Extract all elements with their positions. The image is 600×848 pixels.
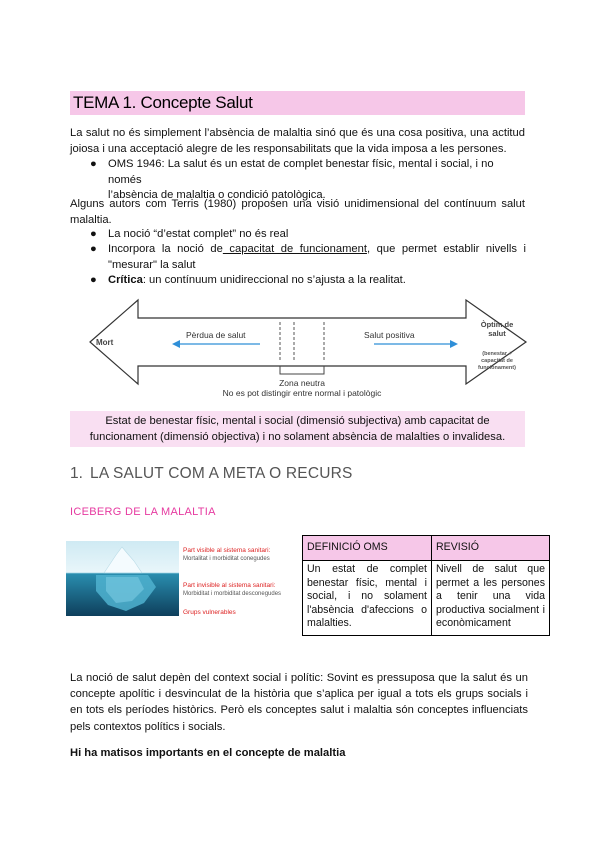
double-arrow-shape: [90, 300, 526, 384]
matisos-heading: Hi ha matisos importants en el concepte de malaltia: [70, 747, 346, 759]
oms-bullet-line-2: l’absència de malaltia o condició patològica.: [108, 189, 326, 201]
bullet-item: [90, 273, 528, 289]
bullet-icon: ●: [90, 228, 97, 240]
iceberg-heading: ICEBERG DE LA MALALTIA: [70, 506, 216, 518]
benestar-label-3: funcionament): [478, 365, 516, 371]
benestar-label-2: capacitat de: [481, 358, 513, 364]
mort-label: Mort: [96, 338, 114, 347]
critica-label: Crítica: [108, 274, 143, 286]
neutral-bracket: [280, 366, 324, 374]
oms-bullet-line-1: OMS 1946: La salut és un estat de complet benestar físic, mental i social, i no només: [108, 158, 494, 186]
iceberg-invisible-desc: Morbiditat i morbiditat desconegudes: [183, 591, 282, 597]
iceberg-visible-label: Part visible al sistema sanitari:: [183, 547, 271, 554]
table-header-oms: DEFINICIÓ OMS: [303, 536, 432, 561]
optim-label-1: Òptim de: [480, 320, 514, 329]
table-cell-revisio: Nivell de salut que permet a les persones a tenir una vida productiva socialment i econòmicament: [432, 561, 550, 636]
table-header-row: [303, 536, 550, 561]
page-title: TEMA 1. Concepte Salut: [73, 93, 253, 112]
bullet-icon: ●: [90, 243, 97, 255]
health-continuum-diagram: [88, 296, 538, 404]
capacitat-link: capacitat de funcionament: [222, 243, 367, 255]
iceberg-legend: [183, 546, 281, 617]
terris-line-2: malaltia.: [70, 213, 112, 226]
bullet-text: : un contínuum unidireccional no s’ajusta a la realitat.: [142, 274, 406, 286]
table-cell-oms: Un estat de complet benestar físic, mental i social, i no solament l'absència d'afeccions o malalties.: [303, 561, 432, 636]
perdua-label: Pèrdua de salut: [186, 330, 246, 340]
zona-neutra-desc: No es pot distingir entre normal i patològic: [222, 388, 382, 398]
section-number: 1.: [70, 465, 83, 482]
bullet-text: Incorpora la noció de: [108, 243, 223, 255]
iceberg-illustration: [66, 541, 179, 616]
salut-positiva-label: Salut positiva: [364, 330, 415, 340]
section-heading: LA SALUT COM A META O RECURS: [90, 465, 353, 482]
benestar-label-1: (benestar +: [482, 351, 512, 357]
terris-paragraph: [70, 197, 525, 228]
definition-table: [302, 535, 550, 636]
bullet-icon: ●: [90, 274, 97, 286]
terris-line-1: Alguns autors com Terris (1980) proposen una visió unidimensional del contínuum salut: [70, 198, 525, 210]
bullet-item: [90, 227, 528, 243]
definition-text: Estat de benestar físic, mental i social (dimensió subjectiva) amb capacitat de funcionament (dimensió objectiva) i no solament absència de malalties o invalidesa.: [89, 415, 506, 443]
bullet-text: La noció “d’estat complet” no és real: [108, 228, 289, 240]
table-header-revisio: REVISIÓ: [432, 536, 550, 561]
optim-label-2: salut: [488, 329, 506, 338]
zona-neutra-label: Zona neutra: [279, 378, 325, 388]
iceberg-invisible-label: Part invisible al sistema sanitari:: [183, 582, 276, 589]
table-row: [303, 561, 550, 636]
iceberg-visible-desc: Mortalitat i morbiditat conegudes: [183, 556, 270, 562]
intro-paragraph: La salut no és simplement l’absència de malaltia sinó que és una cosa positiva, una actitud joiosa i una acceptació alegre de les responsabilitats que la vida imposa a les persones.: [70, 127, 525, 155]
context-paragraph: La noció de salut depèn del context social i polític: Sovint es pressuposa que la salut és un concepte apolític i desvinculat de la història que s’aplica per igual a tots els grups socials i en tots els períodes històrics. Però els conceptes salut i malaltia són conceptes influenciats pels contextos polítics i socials.: [70, 672, 528, 733]
bullet-text-line-2: "mesurar" la salut: [108, 258, 196, 271]
bullet-icon: ●: [90, 158, 97, 170]
bullet-item: [90, 242, 527, 273]
iceberg-vulnerable-label: Grups vulnerables: [183, 609, 236, 616]
bullet-text: , que permet establir nivells i: [366, 243, 527, 255]
